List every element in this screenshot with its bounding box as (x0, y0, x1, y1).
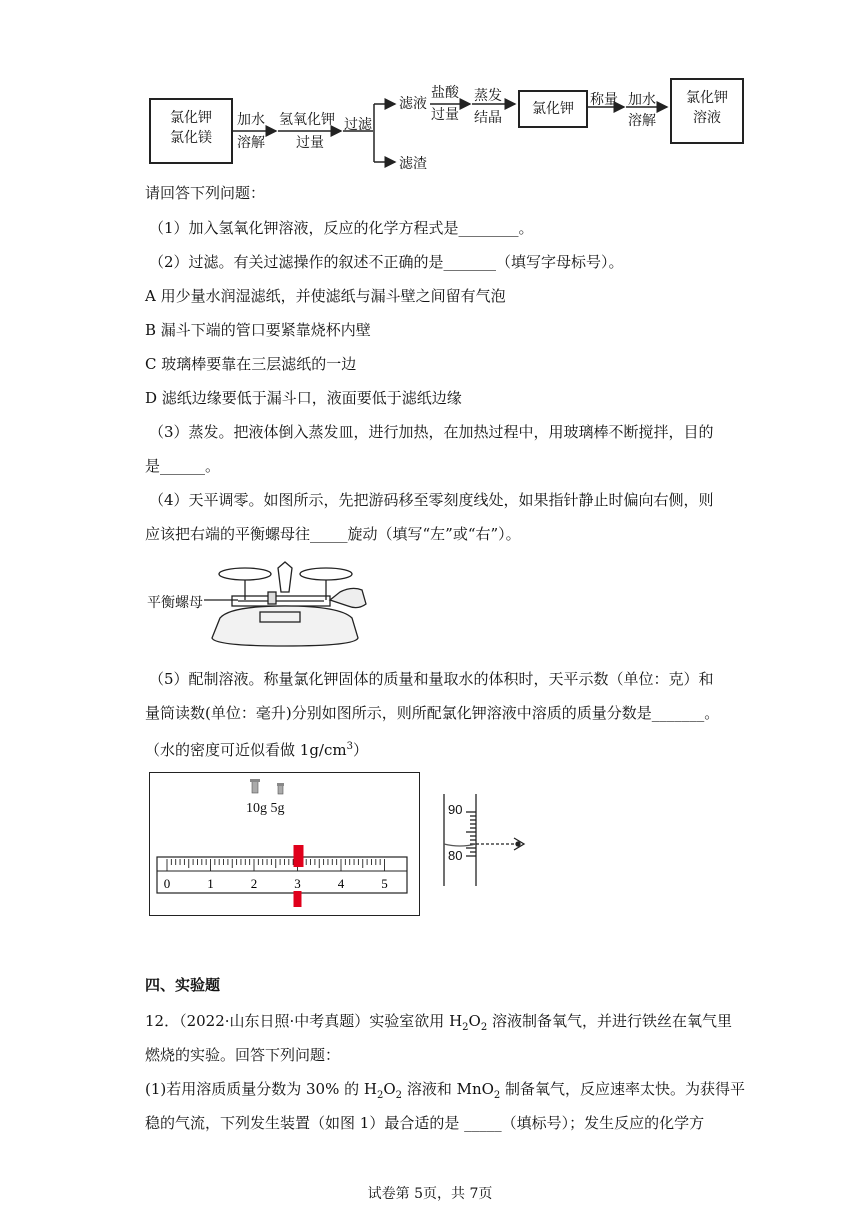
question-3-line2: 是______。 (145, 457, 221, 475)
q12-1-sub1: 2 (376, 1090, 384, 1101)
scale-label: 0 (163, 876, 171, 891)
q12-l1-c: 溶液制备氧气，并进行铁丝在氧气里 (487, 1012, 732, 1030)
q12-1-sub2: 2 (395, 1090, 403, 1101)
step4-top: 盐酸 (431, 85, 459, 101)
rider-scale-figure (149, 772, 420, 916)
step7-top: 加水 (628, 92, 656, 108)
scale-label: 5 (381, 876, 388, 891)
step6: 称量 (590, 92, 618, 108)
question-12-1-line1 (145, 1078, 745, 1107)
step2-bottom: 过量 (296, 135, 324, 151)
step2-top: 氢氧化钾 (279, 112, 335, 128)
question-4-line1: （4）天平调零。如图所示，先把游码移至零刻度线处，如果指针静止时偏向右侧，则 (149, 491, 714, 509)
cylinder-label-80: 80 (448, 848, 463, 863)
balance-nut-label: 平衡螺母 (147, 595, 203, 611)
weight-10g: 10g (246, 801, 267, 816)
option-c: C 玻璃棒要靠在三层滤纸的一边 (145, 355, 357, 373)
q5-line3-end: ） (352, 741, 368, 759)
question-12-1-line2: 稳的气流，下列发生装置（如图 1）最合适的是 _____（填标号）；发生反应的化学方 (145, 1114, 705, 1132)
scale-labels (164, 876, 388, 891)
step5-bottom: 结晶 (474, 110, 502, 126)
q12-l1-a: 12．（2022·山东日照·中考真题）实验室欲用 H (145, 1012, 463, 1030)
graduated-cylinder-figure (440, 794, 540, 898)
question-5-line2: 量筒读数(单位：毫升)分别如图所示，则所配氯化钾溶液中溶质的质量分数是_______。 (145, 704, 720, 722)
step5-top: 蒸发 (474, 88, 502, 104)
option-a: A 用少量水润湿滤纸，并使滤纸与漏斗壁之间留有气泡 (145, 287, 506, 305)
q5-line3-sup: 3 (346, 741, 353, 752)
flowchart-arrows (0, 0, 860, 190)
rider-scale (150, 833, 419, 913)
question-1: （1）加入氢氧化钾溶液，反应的化学方程式是________。 (149, 219, 534, 237)
box3-line1: 氯化钾 (686, 90, 728, 106)
question-3-line1: （3）蒸发。把液体倒入蒸发皿，进行加热，在加热过程中，用玻璃棒不断搅拌，目的 (149, 423, 714, 441)
scale-ticks (167, 859, 385, 871)
rider-bottom (294, 891, 302, 907)
step7-bottom: 溶解 (628, 113, 656, 129)
cylinder-label-90: 90 (448, 802, 463, 817)
q5-line3-text: （水的密度可近似看做 1g/cm (145, 741, 347, 759)
step1-bottom: 溶解 (237, 135, 265, 151)
option-d: D 滤纸边缘要低于漏斗口，液面要低于滤纸边缘 (145, 389, 462, 407)
weight-5g: 5g (270, 801, 285, 816)
q12-l1-b: O (468, 1012, 481, 1030)
box1-line2: 氯化镁 (170, 130, 212, 146)
q12-1-a: (1)若用溶质质量分数为 30% 的 H (145, 1080, 377, 1098)
page-footer: 试卷第 5页，共 7页 (367, 1186, 493, 1202)
weights-label (246, 801, 285, 817)
scale-label: 4 (337, 876, 345, 891)
q12-1-d: 制备氧气，反应速率太快。为获得平 (500, 1080, 746, 1098)
q12-l1-sub2: 2 (480, 1022, 488, 1033)
weights-icon (248, 777, 288, 799)
question-4-line2: 应该把右端的平衡螺母往_____旋动（填写“左”或“右”）。 (145, 525, 521, 543)
box1-line1: 氯化钾 (170, 110, 212, 126)
prompt: 请回答下列问题： (145, 184, 266, 202)
step4-bottom: 过量 (431, 107, 459, 123)
question-12-line1 (145, 1010, 732, 1039)
box2-label: 氯化钾 (532, 101, 574, 117)
question-5-line3 (145, 736, 368, 761)
scale-label: 3 (294, 876, 301, 891)
step3: 过滤 (344, 117, 372, 133)
residue-label: 滤渣 (399, 156, 427, 172)
question-12-line2: 燃烧的实验。回答下列问题： (145, 1046, 341, 1064)
option-b: B 漏斗下端的管口要紧靠烧杯内壁 (145, 321, 371, 339)
step1-top: 加水 (237, 112, 265, 128)
box3-line2: 溶液 (693, 110, 721, 126)
scale-label: 2 (250, 876, 258, 891)
scale-bar (157, 857, 407, 893)
section-4-heading: 四、实验题 (145, 976, 221, 994)
scale-label: 1 (207, 876, 214, 891)
q12-1-b: O (383, 1080, 396, 1098)
rider-top (294, 845, 304, 867)
q12-1-sub3: 2 (493, 1090, 501, 1101)
question-2: （2）过滤。有关过滤操作的叙述不正确的是_______（填写字母标号）。 (149, 253, 624, 271)
q12-1-c: 溶液和 MnO (402, 1080, 494, 1098)
filtrate-label: 滤液 (399, 96, 427, 112)
question-5-line1: （5）配制溶液。称量氯化钾固体的质量和量取水的体积时，天平示数（单位：克）和 (149, 670, 714, 688)
balance-drawing (140, 560, 380, 660)
q12-l1-sub1: 2 (462, 1022, 469, 1033)
